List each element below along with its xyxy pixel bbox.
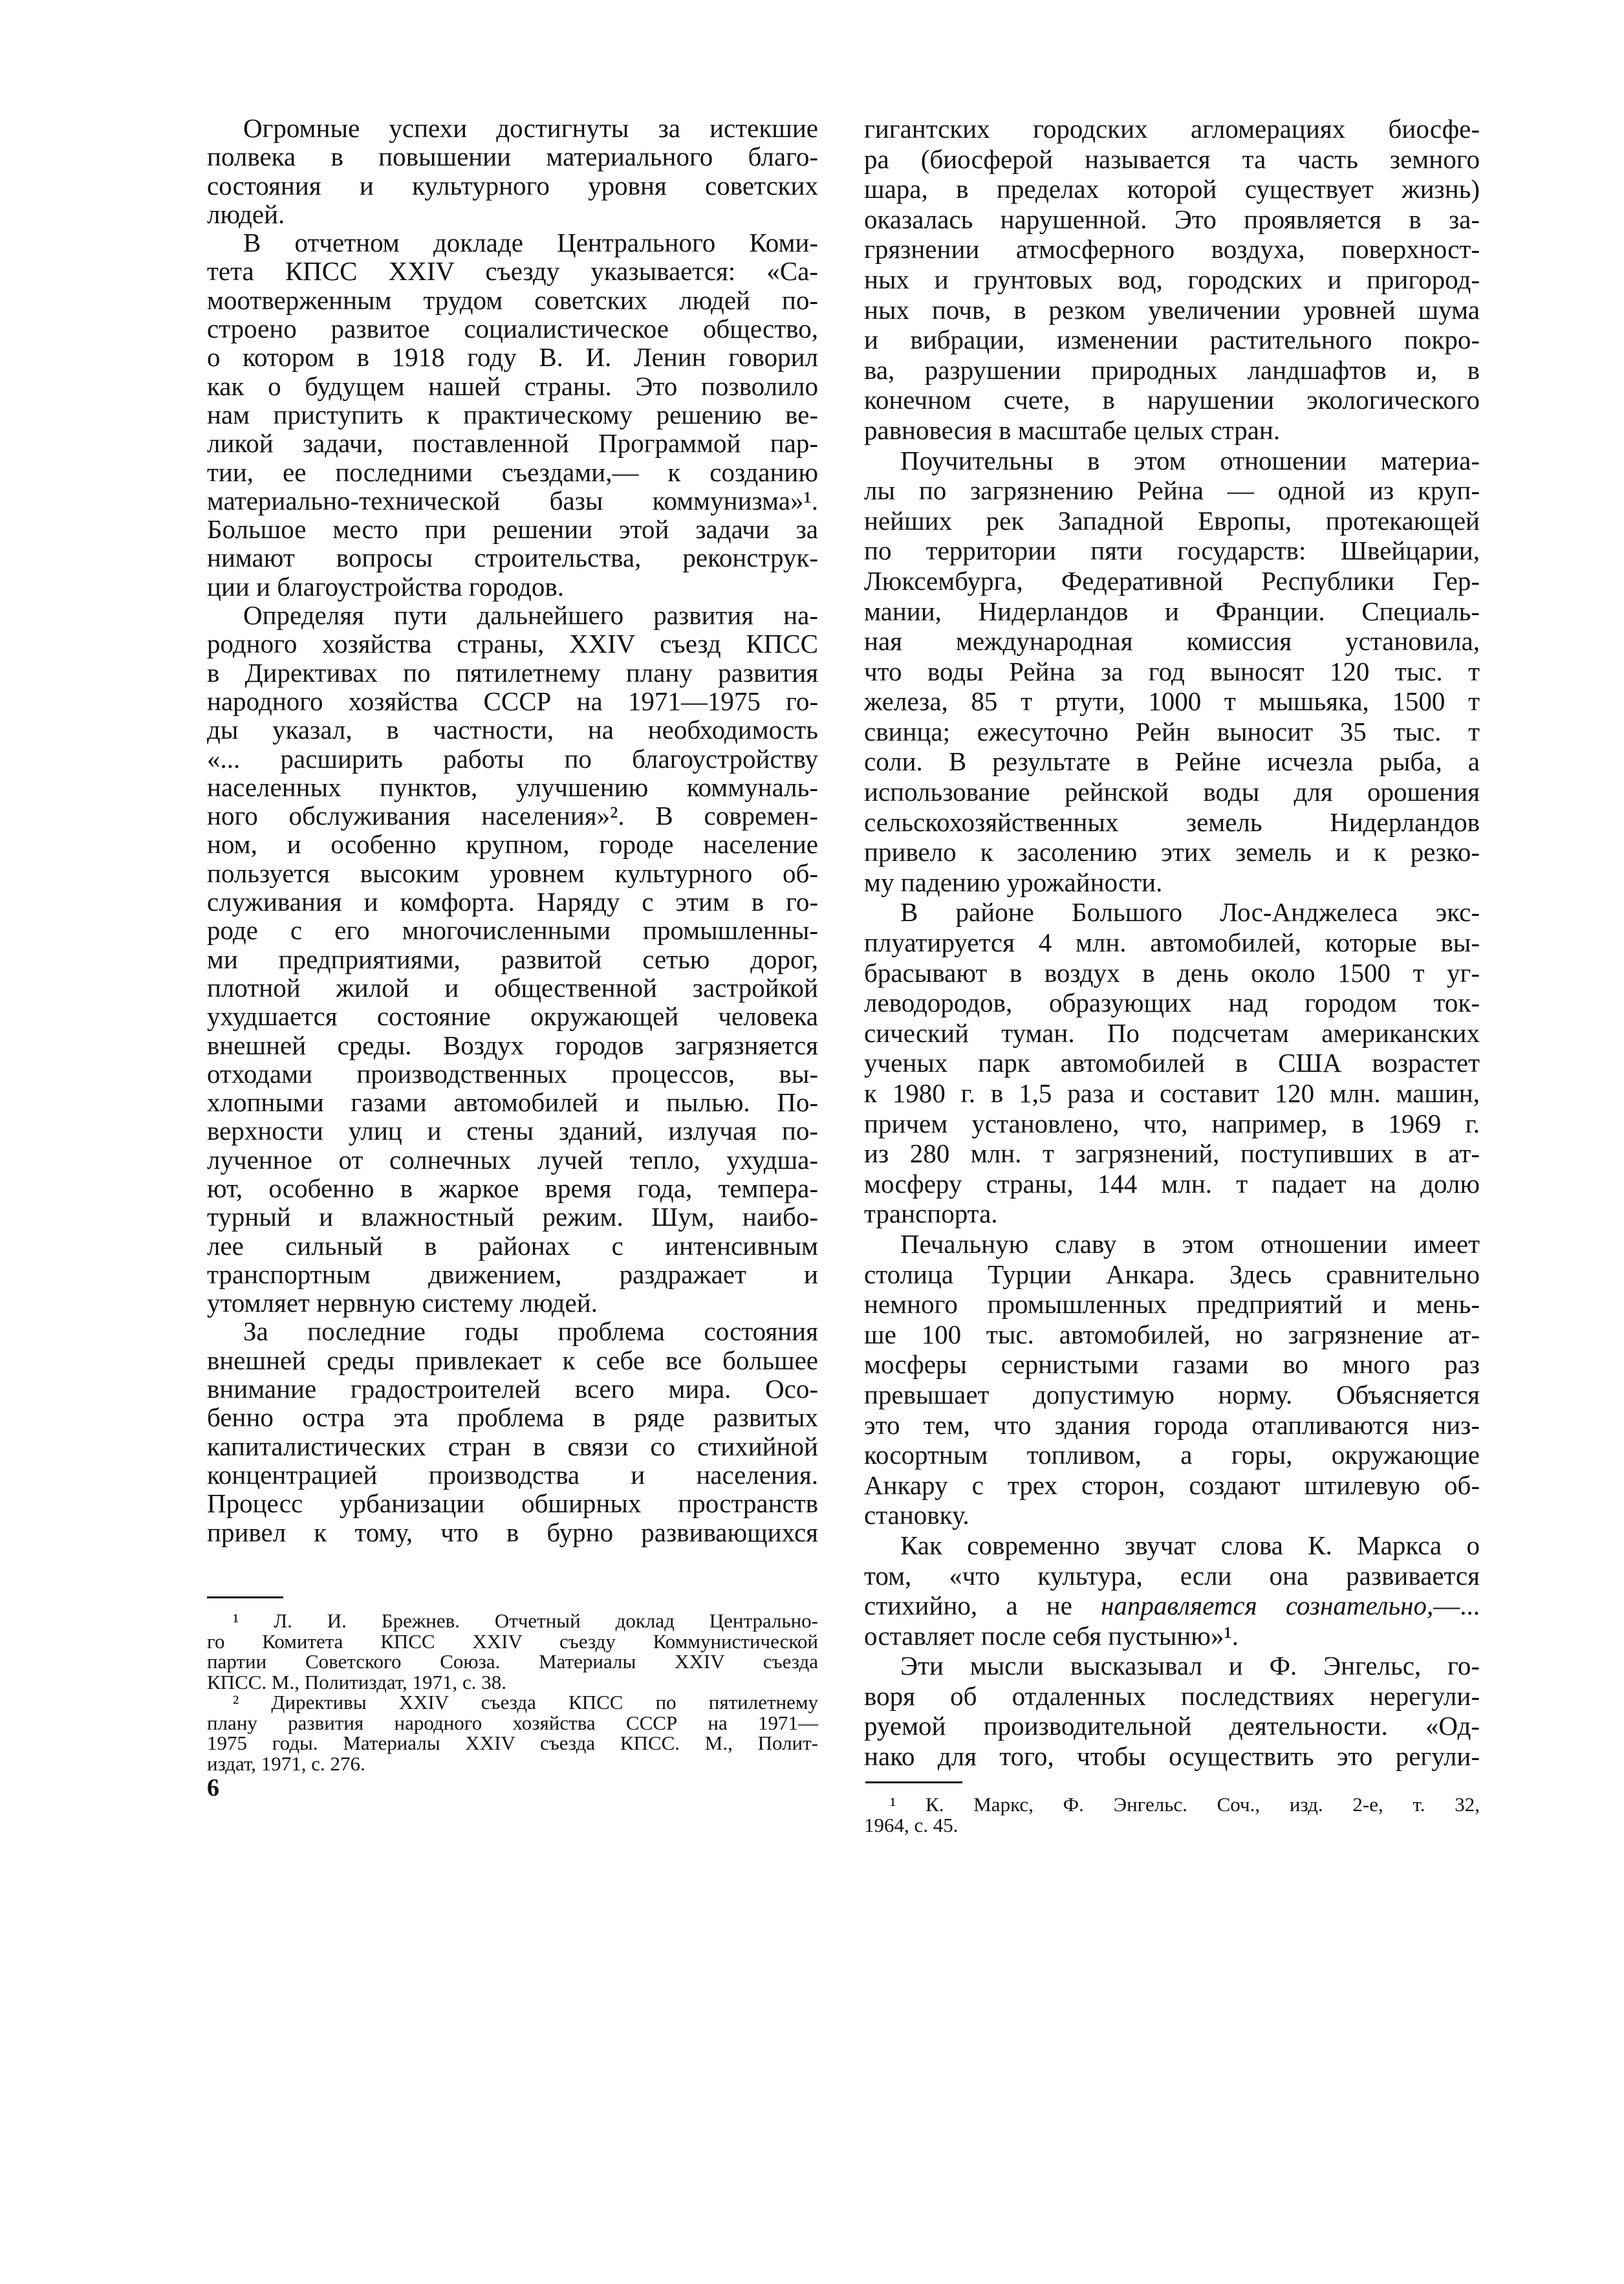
text-line: Определяя пути дальнейшего развития на-	[243, 600, 818, 631]
text-line: строено развитое социалистическое общество,	[207, 314, 818, 344]
text-line: столица Турции Анкара. Здесь сравнительно	[864, 1259, 1480, 1289]
text-line: партии Советского Союза. Материалы XXIV съезда	[207, 1650, 818, 1673]
text-line: материально-технической базы коммунизма»¹.	[207, 485, 818, 516]
text-line: народного хозяйства СССР на 1971—1975 го-	[207, 686, 818, 716]
text-line: привело к засолению этих земель и к резко-	[864, 837, 1480, 867]
italic-text: направляется сознательно,	[1101, 1591, 1434, 1621]
text-line: ют, особенно в жаркое время года, темпера-	[207, 1173, 818, 1203]
text-line: леводородов, образующих над городом ток-	[864, 988, 1480, 1018]
text-line: внимание градостроителей всего мира. Осо-	[207, 1374, 818, 1404]
text-line: плотной жилой и общественной застройкой	[207, 972, 818, 1003]
right-text-column	[864, 114, 1480, 1772]
text-line: сельскохозяйственных земель Нидерландов	[864, 807, 1480, 837]
text-line: руемой производительной деятельности. «Од-	[864, 1711, 1480, 1741]
text-line: нимают вопросы строительства, реконструк-	[207, 543, 818, 573]
text-line: грязнении атмосферного воздуха, поверхност-	[864, 234, 1480, 265]
text-line: тии, ее последними съездами,— к созданию	[207, 457, 818, 487]
text-line: ного обслуживания населения»². В современ-	[207, 801, 818, 831]
text-line: Печальную славу в этом отношении имеет	[900, 1228, 1480, 1259]
text-line: КПСС. М., Политиздат, 1971, с. 38.	[207, 1670, 507, 1693]
text-line: го Комитета КПСС XXIV съезду Коммунистической	[207, 1629, 818, 1653]
text-line: 1964, с. 45.	[864, 1813, 958, 1836]
paragraph	[207, 228, 818, 601]
text-line: равновесия в масштабе целых стран.	[864, 415, 1281, 445]
text-line: лы по загрязнению Рейна — одной из круп-	[864, 475, 1480, 506]
text-line: гигантских городских агломерациях биосфе-	[864, 114, 1480, 144]
text-line: турный и влажностный режим. Шум, наибо-	[207, 1202, 818, 1232]
text-line: В отчетном докладе Центрального Коми-	[243, 228, 818, 258]
text-line: Как современно звучат слова К. Маркса о	[900, 1530, 1480, 1560]
text-line: бенно остра эта проблема в ряде развитых	[207, 1402, 818, 1433]
text-line: Анкару с трех сторон, создают штилевую об-	[864, 1470, 1480, 1500]
text-line: полвека в повышении материального благо-	[207, 142, 818, 172]
text-line: ции и благоустройства городов.	[207, 571, 565, 602]
text-line: «... расширить работы по благоустройству	[207, 743, 818, 774]
paragraph	[864, 114, 1480, 446]
left-text-column	[207, 114, 818, 1547]
text-line: хлопными газами автомобилей и пылью. По-	[207, 1087, 818, 1118]
text-line: нако для того, чтобы осуществить это регули-	[864, 1741, 1480, 1772]
text-line: 1975 годы. Материалы XXIV съезда КПСС. М., Полит-	[207, 1732, 818, 1754]
left-footnotes	[207, 1611, 818, 1774]
text-line: шара, в пределах которой существует жизнь)	[864, 174, 1480, 204]
text-line: ¹ К. Маркс, Ф. Энгельс. Соч., изд. 2-е, т. 32,	[890, 1793, 1480, 1816]
text-line: свинца; ежесуточно Рейн выносит 35 тыс. т	[864, 716, 1480, 746]
text-line: ва, разрушении природных ландшафтов и, в	[864, 354, 1480, 385]
text-line: тета КПСС XXIV съезду указывается: «Са-	[207, 256, 818, 287]
text-line: из 280 млн. т загрязнений, поступивших в ат-	[864, 1138, 1480, 1169]
text-line: том, «что культура, если она развивается	[864, 1560, 1480, 1591]
text-line: косортным топливом, а горы, окружающие	[864, 1440, 1480, 1470]
text-line: населенных пунктов, улучшению коммуналь-	[207, 772, 818, 802]
text-line: ² Директивы XXIV съезда КПСС по пятилетнему	[233, 1691, 818, 1713]
text-line: лученное от солнечных лучей тепло, ухудша-	[207, 1144, 818, 1175]
page-number: 6	[207, 1774, 219, 1801]
text-line: превышает допустимую норму. Объясняется	[864, 1379, 1480, 1409]
text-line: верхности улиц и стены зданий, излучая по-	[207, 1116, 818, 1146]
text-segment: стихийно, а не	[864, 1591, 1101, 1621]
left-footnote-rule	[207, 1596, 283, 1598]
text-line: ных почв, в резком увеличении уровней шума	[864, 294, 1480, 325]
footnote	[207, 1611, 818, 1692]
paragraph	[864, 1530, 1480, 1651]
text-line: внешней среды привлекает к себе все большее	[207, 1345, 818, 1375]
text-line: это тем, что здания города отапливаются низ-	[864, 1409, 1480, 1440]
text-line: пользуется высоким уровнем культурного об-	[207, 858, 818, 888]
text-line: сический туман. По подсчетам американских	[864, 1017, 1480, 1048]
right-footnotes	[864, 1794, 1480, 1835]
paragraph	[207, 114, 818, 228]
text-line: издат, 1971, с. 276.	[207, 1752, 365, 1775]
paragraph	[864, 446, 1480, 898]
text-line: ных и грунтовых вод, городских и пригород-	[864, 264, 1480, 294]
text-line: и вибрации, изменении растительного покро-	[864, 325, 1480, 355]
text-line: мосферу страны, 144 млн. т падает на долю	[864, 1168, 1480, 1199]
text-line: в Директивах по пятилетнему плану развития	[207, 657, 818, 688]
text-line: ды указал, в частности, на необходимость	[207, 715, 818, 745]
text-line	[864, 1591, 1480, 1621]
text-line: оказалась нарушенной. Это проявляется в за-	[864, 204, 1480, 234]
text-line: мосферы сернистыми газами во много раз	[864, 1349, 1480, 1380]
right-footnote-rule	[865, 1781, 962, 1783]
paragraph	[864, 1651, 1480, 1771]
text-line: по территории пяти государств: Швейцарии,	[864, 536, 1480, 566]
text-line: людей.	[207, 199, 285, 229]
text-line: Процесс урбанизации обширных пространств	[207, 1488, 818, 1519]
text-line: плуатируется 4 млн. автомобилей, которые вы-	[864, 928, 1480, 958]
text-line: ми предприятиями, развитой сетью дорог,	[207, 944, 818, 974]
text-line: воря об отдаленных последствиях нерегули-	[864, 1680, 1480, 1711]
text-line: привел к тому, что в бурно развивающихся	[207, 1517, 818, 1547]
text-line: ном, и особенно крупном, городе население	[207, 829, 818, 860]
text-line: За последние годы проблема состояния	[243, 1316, 818, 1347]
text-line: ¹ Л. И. Брежнев. Отчетный доклад Центрально-	[233, 1609, 818, 1632]
text-segment: —...	[1433, 1591, 1480, 1621]
text-line: капиталистических стран в связи со стихийной	[207, 1431, 818, 1461]
text-line: к 1980 г. в 1,5 раза и составит 120 млн. машин,	[864, 1078, 1480, 1108]
text-line: Поучительны в этом отношении материа-	[900, 445, 1480, 475]
text-line: отходами производственных процессов, вы-	[207, 1058, 818, 1089]
text-line: Люксембурга, Федеративной Республики Гер-	[864, 565, 1480, 596]
text-line: причем установлено, что, например, в 1969 г.	[864, 1108, 1480, 1138]
text-line: ухудшается состояние окружающей человека	[207, 1001, 818, 1032]
footnote	[207, 1692, 818, 1774]
text-line: Большое место при решении этой задачи за	[207, 514, 818, 545]
text-line: мании, Нидерландов и Франции. Специаль-	[864, 596, 1480, 626]
text-line: родного хозяйства страны, XXIV съезд КПСС	[207, 629, 818, 659]
text-line: му падению урожайности.	[864, 867, 1163, 897]
text-line: брасывают в воздух в день около 1500 т уг-	[864, 957, 1480, 988]
text-line: роде с его многочисленными промышленны-	[207, 915, 818, 946]
text-line: внешней среды. Воздух городов загрязняется	[207, 1030, 818, 1060]
text-line: плану развития народного хозяйства СССР на 1971—	[207, 1711, 818, 1734]
text-line: нейших рек Западной Европы, протекающей	[864, 505, 1480, 536]
text-line: железа, 85 т ртути, 1000 т мышьяка, 1500 т	[864, 686, 1480, 717]
text-line: как о будущем нашей страны. Это позволило	[207, 371, 818, 401]
text-line: о котором в 1918 году В. И. Ленин говорил	[207, 342, 818, 373]
text-line: Огромные успехи достигнуты за истекшие	[243, 113, 818, 143]
text-line: ше 100 тыс. автомобилей, но загрязнение ат-	[864, 1319, 1480, 1349]
text-line: соли. В результате в Рейне исчезла рыба, а	[864, 746, 1480, 777]
text-line: конечном счете, в нарушении экологического	[864, 385, 1480, 415]
text-line: немного промышленных предприятий и мень-	[864, 1289, 1480, 1320]
text-line: ная международная комиссия установила,	[864, 626, 1480, 657]
text-line: ученых парк автомобилей в США возрастет	[864, 1048, 1480, 1078]
paragraph	[864, 1229, 1480, 1530]
text-line: транспортным движением, раздражает и	[207, 1259, 818, 1289]
paragraph	[207, 601, 818, 1317]
text-line: концентрацией производства и населения.	[207, 1459, 818, 1490]
text-line: становку.	[864, 1500, 969, 1530]
text-line: что воды Рейна за год выносят 120 тыс. т	[864, 656, 1480, 686]
text-line: служивания и комфорта. Наряду с этим в го-	[207, 887, 818, 917]
text-line: ра (биосферой называется та часть земного	[864, 144, 1480, 174]
text-line: транспорта.	[864, 1199, 998, 1229]
footnote	[864, 1794, 1480, 1835]
text-line: моотверженным трудом советских людей по-	[207, 285, 818, 315]
text-line: состояния и культурного уровня советских	[207, 170, 818, 201]
text-line: использование рейнской воды для орошения	[864, 777, 1480, 807]
text-line: нам приступить к практическому решению ве-	[207, 399, 818, 430]
paragraph	[207, 1317, 818, 1546]
text-line: Эти мысли высказывал и Ф. Энгельс, го-	[900, 1651, 1480, 1681]
text-line: ликой задачи, поставленной Программой пар-	[207, 428, 818, 459]
text-line: оставляет после себя пустыню»¹.	[864, 1620, 1239, 1651]
text-line: В районе Большого Лос-Анджелеса экс-	[900, 897, 1480, 928]
text-line: утомляет нервную систему людей.	[207, 1288, 598, 1318]
paragraph	[864, 897, 1480, 1229]
text-line: лее сильный в районах с интенсивным	[207, 1230, 818, 1261]
